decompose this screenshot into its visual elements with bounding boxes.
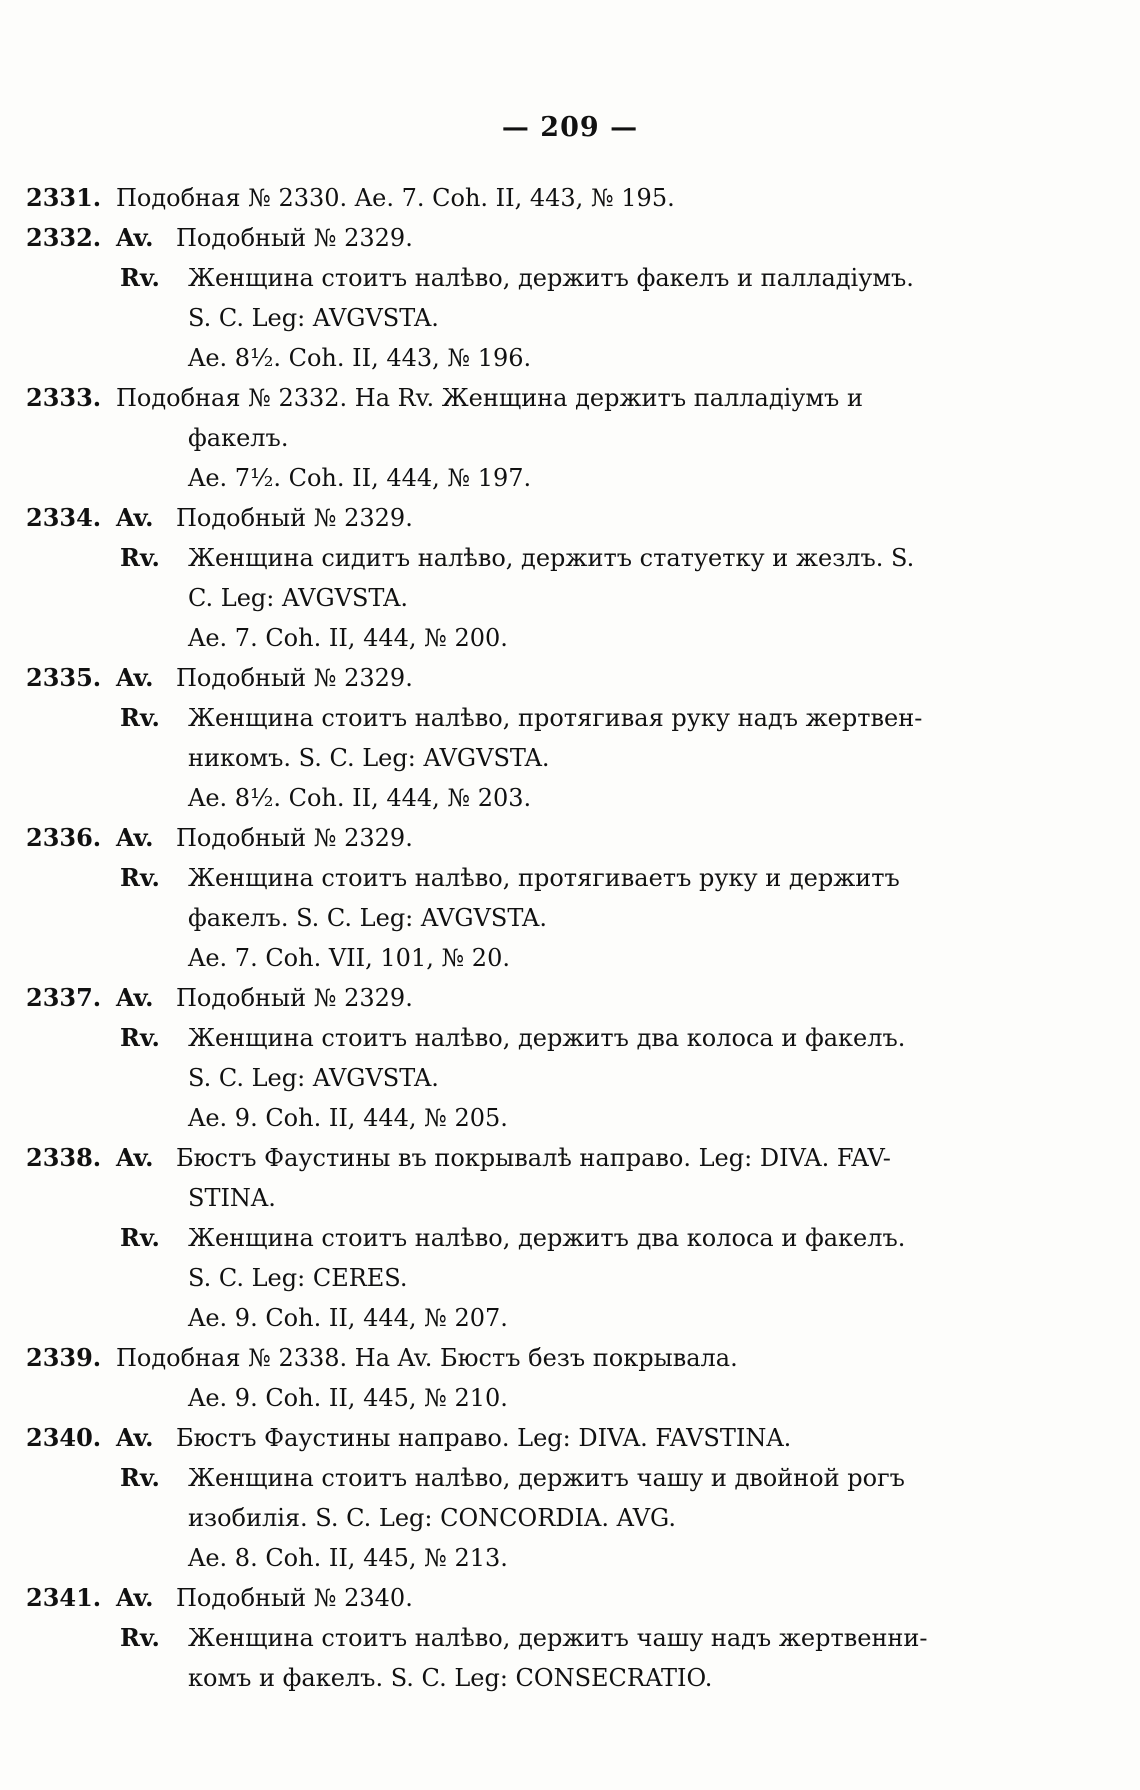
catalog-entry	[26, 1138, 986, 1338]
entry-line	[26, 898, 986, 938]
entry-text: Ae. 8½. Coh. II, 443, № 196.	[188, 344, 532, 372]
entry-number: 2336.	[26, 823, 102, 852]
entry-line	[26, 378, 986, 418]
entry-line	[26, 178, 986, 218]
catalog-entry	[26, 1338, 986, 1418]
entry-text: Женщина стоитъ налѣво, держитъ факелъ и палладіумъ.	[188, 264, 914, 292]
entry-line	[26, 1418, 986, 1458]
entry-reference	[26, 1378, 986, 1418]
reverse-label: Rv.	[120, 1623, 160, 1652]
entry-line	[26, 1178, 986, 1218]
reverse-label: Rv.	[120, 543, 160, 572]
entry-text: S. C. Leg: AVGVSTA.	[188, 304, 439, 332]
entry-text: Ae. 7. Coh. VII, 101, № 20.	[188, 944, 510, 972]
entry-text: Бюстъ Фаустины въ покрывалѣ направо. Leg: DIVA. FAV-	[176, 1144, 891, 1172]
entry-number: 2337.	[26, 983, 102, 1012]
entry-number: 2341.	[26, 1583, 102, 1612]
entry-line	[26, 298, 986, 338]
entry-text: Женщина сидитъ налѣво, держитъ статуетку и жезлъ. S.	[188, 544, 915, 572]
catalog-entry	[26, 658, 986, 818]
obverse-label: Av.	[116, 823, 154, 852]
entry-text: Подобный № 2329.	[176, 664, 413, 692]
entry-line	[26, 1458, 986, 1498]
entry-text: C. Leg: AVGVSTA.	[188, 584, 409, 612]
entry-line	[26, 258, 986, 298]
obverse-label: Av.	[116, 1423, 154, 1452]
entry-reference	[26, 778, 986, 818]
catalog-entry	[26, 218, 986, 378]
entry-text: Женщина стоитъ налѣво, протягиваетъ руку и держитъ	[188, 864, 900, 892]
entry-line	[26, 578, 986, 618]
reverse-label: Rv.	[120, 863, 160, 892]
entry-line	[26, 1578, 986, 1618]
entry-text: S. C. Leg: AVGVSTA.	[188, 1064, 439, 1092]
entry-text: Ae. 8. Coh. II, 445, № 213.	[188, 1544, 508, 1572]
entry-line	[26, 538, 986, 578]
entry-line	[26, 418, 986, 458]
entry-line	[26, 1018, 986, 1058]
entry-number: 2331.	[26, 183, 102, 212]
entry-reference	[26, 458, 986, 498]
entry-number: 2338.	[26, 1143, 102, 1172]
entry-text: Ae. 7½. Coh. II, 444, № 197.	[188, 464, 532, 492]
obverse-label: Av.	[116, 1583, 154, 1612]
entry-line	[26, 1218, 986, 1258]
entry-text: Ae. 7. Coh. II, 444, № 200.	[188, 624, 508, 652]
catalog-entry	[26, 178, 986, 218]
obverse-label: Av.	[116, 223, 154, 252]
entry-text: никомъ. S. C. Leg: AVGVSTA.	[188, 744, 550, 772]
entry-number: 2332.	[26, 223, 102, 252]
entry-text: факелъ. S. C. Leg: AVGVSTA.	[188, 904, 547, 932]
catalog-entry	[26, 978, 986, 1138]
entry-text: Женщина стоитъ налѣво, держитъ чашу и двойной рогъ	[188, 1464, 905, 1492]
entry-line	[26, 498, 986, 538]
entry-line	[26, 1258, 986, 1298]
entry-text: Женщина стоитъ налѣво, протягивая руку надъ жертвен-	[188, 704, 923, 732]
entry-line	[26, 218, 986, 258]
entry-line	[26, 818, 986, 858]
entry-text: Ae. 9. Coh. II, 444, № 207.	[188, 1304, 508, 1332]
entry-reference	[26, 1098, 986, 1138]
entry-text: S. C. Leg: CERES.	[188, 1264, 408, 1292]
entry-text: Подобная № 2338. На Av. Бюстъ безъ покрывала.	[116, 1344, 738, 1372]
catalog-entry	[26, 1578, 986, 1698]
entry-number: 2334.	[26, 503, 102, 532]
entry-text: Женщина стоитъ налѣво, держитъ два колоса и факелъ.	[188, 1024, 906, 1052]
entry-line	[26, 738, 986, 778]
entry-reference	[26, 618, 986, 658]
obverse-label: Av.	[116, 1143, 154, 1172]
entry-text: Подобная № 2332. На Rv. Женщина держитъ палладіумъ и	[116, 384, 863, 412]
catalog-entries	[26, 178, 986, 1698]
catalog-entry	[26, 378, 986, 498]
entry-text: Женщина стоитъ налѣво, держитъ два колоса и факелъ.	[188, 1224, 906, 1252]
entry-text: Ae. 8½. Coh. II, 444, № 203.	[188, 784, 532, 812]
entry-text: факелъ.	[188, 424, 289, 452]
entry-text: комъ и факелъ. S. C. Leg: CONSECRATIO.	[188, 1664, 713, 1692]
entry-number: 2335.	[26, 663, 102, 692]
entry-text: STINA.	[188, 1184, 276, 1212]
entry-text: Подобный № 2329.	[176, 504, 413, 532]
entry-line	[26, 1658, 986, 1698]
entry-reference	[26, 338, 986, 378]
reverse-label: Rv.	[120, 703, 160, 732]
entry-text: Подобный № 2340.	[176, 1584, 413, 1612]
obverse-label: Av.	[116, 503, 154, 532]
catalog-entry	[26, 818, 986, 978]
entry-text: Подобный № 2329.	[176, 224, 413, 252]
reverse-label: Rv.	[120, 1463, 160, 1492]
entry-line	[26, 858, 986, 898]
catalog-entry	[26, 1418, 986, 1578]
entry-text: Подобный № 2329.	[176, 824, 413, 852]
entry-line	[26, 658, 986, 698]
entry-line	[26, 1618, 986, 1658]
entry-reference	[26, 938, 986, 978]
entry-line	[26, 1498, 986, 1538]
entry-number: 2339.	[26, 1343, 102, 1372]
entry-text: Женщина стоитъ налѣво, держитъ чашу надъ жертвенни-	[188, 1624, 928, 1652]
entry-line	[26, 978, 986, 1018]
entry-reference	[26, 1538, 986, 1578]
entry-text: Бюстъ Фаустины направо. Leg: DIVA. FAVSTINA.	[176, 1424, 792, 1452]
entry-line	[26, 1338, 986, 1378]
catalog-entry	[26, 498, 986, 658]
obverse-label: Av.	[116, 663, 154, 692]
entry-text: изобилія. S. C. Leg: CONCORDIA. AVG.	[188, 1504, 677, 1532]
entry-text: Ae. 9. Coh. II, 445, № 210.	[188, 1384, 508, 1412]
reverse-label: Rv.	[120, 1223, 160, 1252]
entry-number: 2333.	[26, 383, 102, 412]
entry-reference	[26, 1298, 986, 1338]
page-number: — 209 —	[501, 112, 639, 143]
reverse-label: Rv.	[120, 1023, 160, 1052]
obverse-label: Av.	[116, 983, 154, 1012]
entry-number: 2340.	[26, 1423, 102, 1452]
entry-line	[26, 698, 986, 738]
reverse-label: Rv.	[120, 263, 160, 292]
entry-text: Подобный № 2329.	[176, 984, 413, 1012]
entry-text: Подобная № 2330. Ae. 7. Coh. II, 443, № 195.	[116, 184, 675, 212]
entry-text: Ae. 9. Coh. II, 444, № 205.	[188, 1104, 508, 1132]
entry-line	[26, 1058, 986, 1098]
entry-line	[26, 1138, 986, 1178]
